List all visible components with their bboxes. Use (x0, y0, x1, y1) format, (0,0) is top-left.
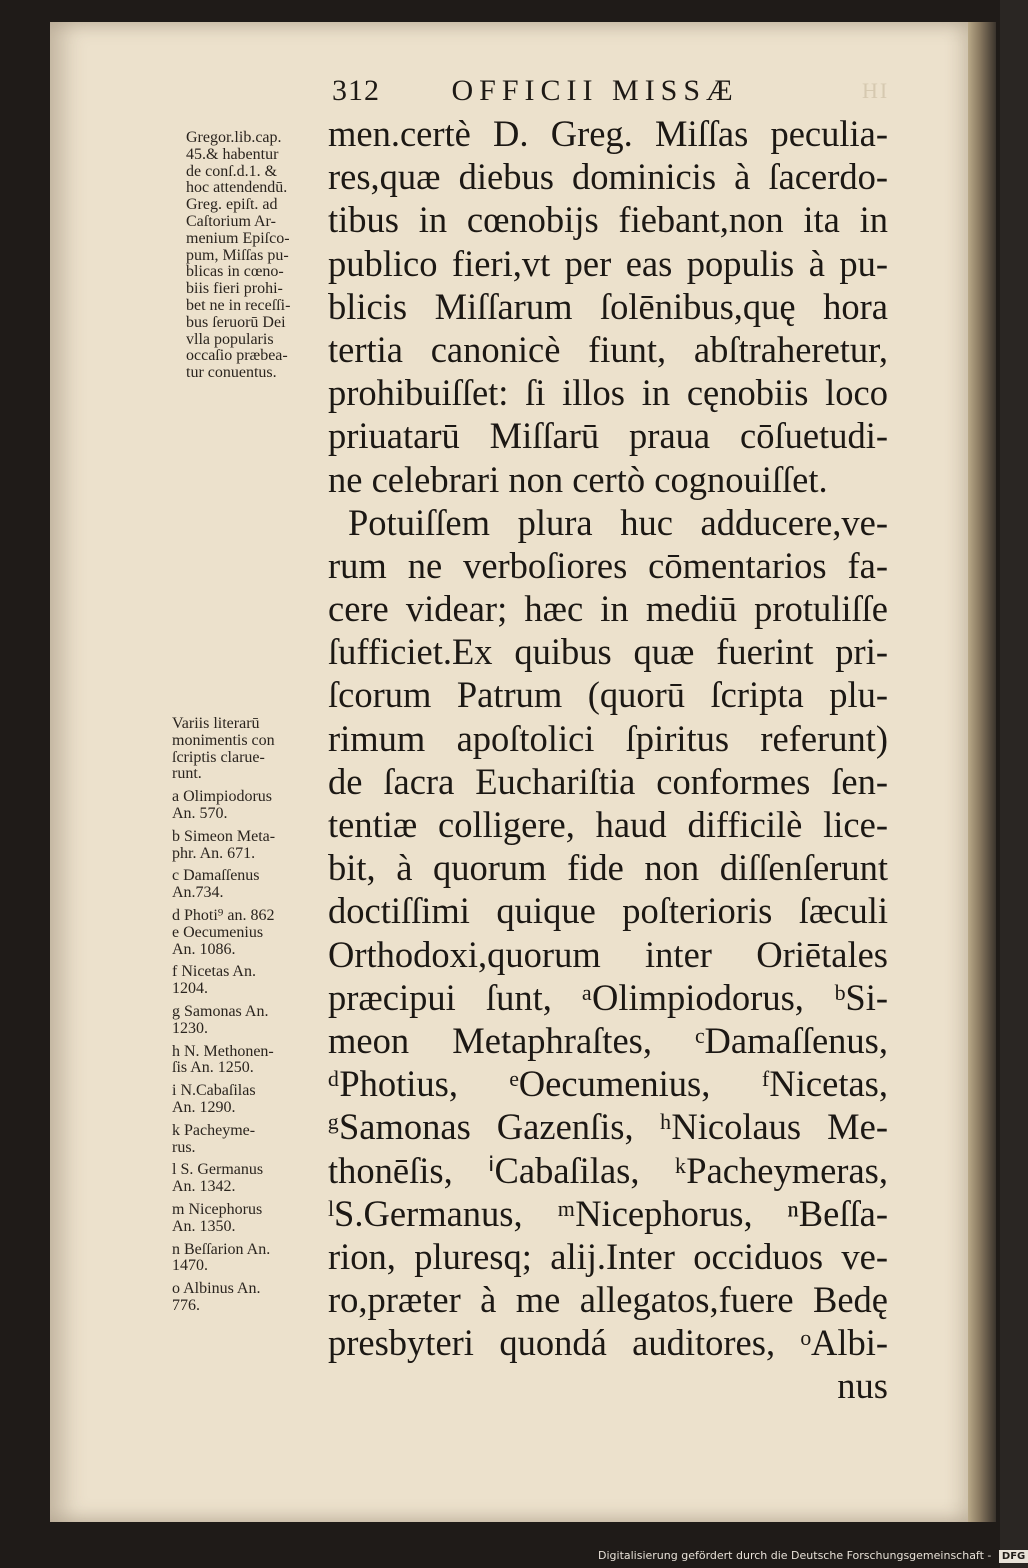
margin-note-line: Variis literarū (172, 715, 260, 732)
margin-note-line: f Nicetas An. (172, 963, 256, 981)
text-line: rimum apoſtolici ſpiritus referunt) (328, 717, 888, 759)
margin-note-line: 45.& habentur (186, 145, 279, 163)
margin-note-line: menium Epiſco- (186, 229, 290, 247)
text-line: nus (837, 1365, 888, 1407)
margin-note-line: bet ne in receſſi- (186, 296, 291, 314)
margin-note (172, 1044, 328, 1078)
margin-note (172, 964, 328, 998)
running-title: OFFICII MISSÆ (451, 74, 739, 107)
margin-note-line: monimentis con (172, 731, 275, 749)
margin-note-line: phr. An. 671. (172, 844, 256, 862)
margin-note (172, 789, 328, 823)
page-edge (968, 22, 996, 1522)
page-number: 312 (332, 74, 380, 107)
margin-note-line: blicas in cœno- (186, 263, 284, 281)
margin-note-line: An. 1086. (172, 940, 236, 958)
text-line: ſufficiet.Ex quibus quæ fuerint pri- (328, 631, 888, 673)
show-through-text: HI (862, 78, 890, 103)
main-text-block (328, 112, 888, 1408)
margin-note (172, 1202, 328, 1236)
margin-note (172, 868, 328, 902)
text-line: meon Metaphraſtes, ᶜDamaſſenus, (328, 1019, 888, 1061)
text-line: Potuiſſem plura huc adducere,ve- (348, 501, 888, 543)
margin-notes-list (172, 716, 328, 1321)
text-line: doctiſſimi quique poſterioris ſæculi (328, 890, 888, 932)
margin-note-line: d Photi⁹ an. 862 (172, 906, 275, 924)
text-line: rion, pluresq; alij.Inter occiduos ve- (328, 1235, 888, 1277)
margin-note-line: An. 1350. (172, 1217, 236, 1235)
text-line: tentiæ colligere, haud difficilè lice- (328, 804, 888, 845)
text-line: presbyteri quondá auditores, ᵒAlbi- (328, 1322, 888, 1364)
text-line: bit, à quorum fide non diſſenſerunt (328, 847, 888, 889)
margin-note-line: de conſ.d.1. & (186, 162, 278, 180)
margin-note-line: rus. (172, 1138, 196, 1156)
digitization-credit (598, 1549, 1026, 1563)
text-line: ᵍSamonas Gazenſis, ʰNicolaus Me- (328, 1106, 888, 1148)
margin-note (172, 908, 328, 958)
text-line: cere videar; hæc in mediū protuliſſe (328, 588, 888, 630)
margin-note-line: m Nicephorus (172, 1200, 263, 1218)
text-line: priuatarū Miſſarū praua cōſuetudi- (328, 415, 888, 457)
text-line: ᵈPhotius, ᵉOecumenius, ᶠNicetas, (328, 1063, 888, 1105)
text-line: rum ne verboſiores cōmentarios fa- (328, 544, 888, 586)
margin-note-line: 1230. (172, 1019, 208, 1037)
margin-note-line: k Pacheyme- (172, 1121, 256, 1139)
margin-note-line: i N.Cabaſilas (172, 1082, 256, 1100)
credit-text: Digitalisierung gefördert durch die Deutsche Forschungsgemeinschaft - (598, 1549, 992, 1562)
margin-note-line: Gregor.lib.cap. (186, 129, 282, 146)
margin-note-line: An. 1342. (172, 1178, 236, 1196)
margin-note-line: An. 570. (172, 804, 228, 822)
text-line: tibus in cœnobijs fiebant,non ita in (328, 199, 888, 241)
margin-note-top (186, 130, 328, 382)
margin-note-line: Greg. epiſt. ad (186, 196, 278, 214)
text-line: blicis Miſſarum ſolēnibus,quę hora (328, 285, 888, 327)
text-line: ſcorum Patrum (quorū ſcripta plu- (328, 674, 888, 716)
margin-note (172, 1281, 328, 1315)
margin-note-line: h N. Methonen- (172, 1042, 274, 1060)
margin-note (172, 716, 328, 783)
margin-note-line: biis fieri prohi- (186, 280, 283, 298)
dfg-logo: DFG (999, 1550, 1028, 1563)
text-line: tertia canonicè fiunt, abſtraheretur, (328, 328, 888, 370)
margin-note (172, 1242, 328, 1276)
margin-note-line: tur conuentus. (186, 364, 277, 382)
margin-note-line: pum, Miſſas pu- (186, 246, 289, 264)
running-head (332, 74, 892, 108)
text-line: ro,præter à me allegatos,fuere Bedę (328, 1279, 888, 1321)
margin-note-line: ſcriptis clarue- (172, 748, 265, 766)
text-line: ne celebrari non certò cognouiſſet. (328, 458, 828, 500)
margin-note-line: l S. Germanus (172, 1161, 264, 1179)
text-line: thonēſis, ⁱCabaſilas, ᵏPacheymeras, (328, 1149, 888, 1191)
margin-note-line: 776. (172, 1296, 200, 1314)
margin-note-line: vlla popularis (186, 330, 274, 348)
text-line: de ſacra Euchariſtia conformes ſen- (328, 760, 888, 802)
margin-note (172, 1123, 328, 1157)
margin-note (172, 1083, 328, 1117)
text-line: publico fieri,vt per eas populis à pu- (328, 242, 888, 284)
margin-note-line: n Beſſarion An. (172, 1240, 271, 1258)
text-line: res,quæ diebus dominicis à ſacerdo- (328, 156, 888, 198)
margin-note-line: runt. (172, 765, 202, 783)
margin-note-line: bus ſeruorū Dei (186, 313, 286, 331)
margin-note-line: g Samonas An. (172, 1002, 269, 1020)
text-line: ˡS.Germanus, ᵐNicephorus, ⁿBeſſa- (328, 1192, 888, 1234)
text-line: Orthodoxi,quorum inter Oriētales (328, 933, 888, 975)
margin-note (172, 1004, 328, 1038)
margin-note (172, 1162, 328, 1196)
text-line: prohibuiſſet: ſi illos in cęnobiis loco (328, 372, 888, 414)
margin-note-line: b Simeon Meta- (172, 827, 276, 845)
margin-note-line: An.734. (172, 884, 224, 902)
margin-note-line: e Oecumenius (172, 923, 264, 941)
text-line: men.certè D. Greg. Miſſas peculia- (328, 113, 888, 154)
margin-note-line: Caſtorium Ar- (186, 212, 276, 230)
text-line: præcipui ſunt, ᵃOlimpiodorus, ᵇSi- (328, 976, 888, 1018)
margin-note (172, 829, 328, 863)
margin-note-line: a Olimpiodorus (172, 788, 272, 806)
margin-note-line: An. 1290. (172, 1098, 236, 1116)
margin-note-line: 1470. (172, 1257, 208, 1275)
margin-note-line: ſis An. 1250. (172, 1059, 254, 1077)
margin-note-line: c Damaſſenus (172, 867, 260, 885)
margin-note-line: 1204. (172, 980, 208, 998)
margin-note-line: hoc attendendū. (186, 179, 288, 197)
margin-note-line: occaſio præbea- (186, 347, 288, 365)
margin-note-line: o Albinus An. (172, 1280, 261, 1298)
